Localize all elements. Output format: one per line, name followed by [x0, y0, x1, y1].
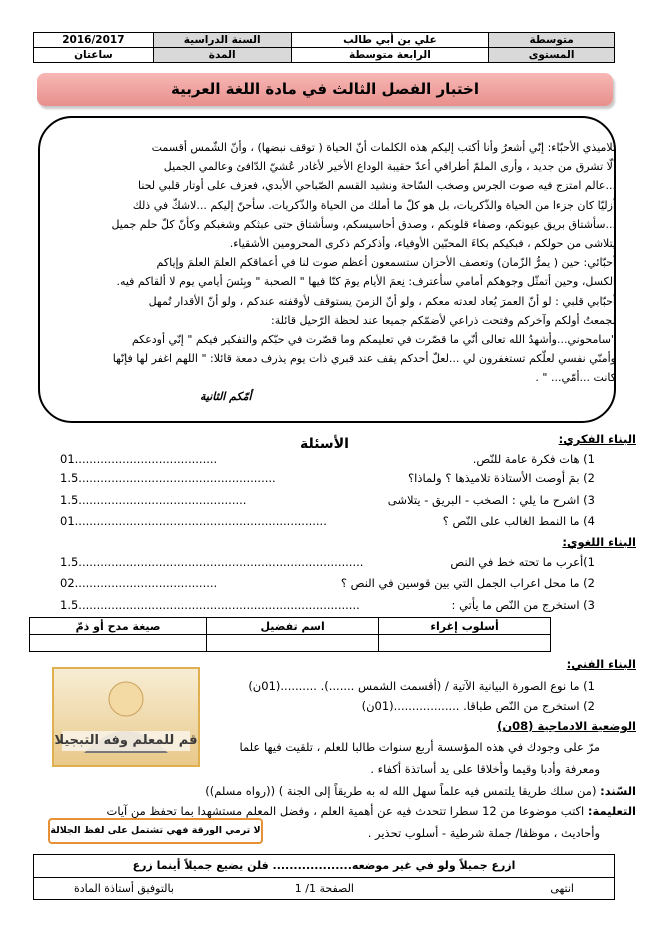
- mark-linguistic-3: 1.5.............................................................................: [60, 598, 360, 612]
- text-line: كانت ...أمّي... " .: [535, 371, 616, 385]
- style-table: [29, 617, 551, 652]
- year-label: السنة الدراسية: [153, 33, 291, 48]
- text-line: يتلاشى من حولكم ، فبكيكم بكاءَ المحبّين الأوفياء، وأذكركم ذكرى المحرومين الأشقياء.: [229, 237, 616, 250]
- question-linguistic-1: 1)أعرب ما تحته خط في النص: [450, 555, 595, 569]
- text-line: وأمنّي نفسي لعلّكم تستغفرون لي ...لعلّ أحدكم يقف عند قبري ذات يوم يذرف دمعة قائلا: " اللهم اغفر لها فإنّها: [112, 352, 616, 366]
- text-line: ألّا تشرق من جديد ، وأرى الملمّ أطرافي أعدّ حقيبة الوداع الأخير لأغادر عُشيّ الدّافئ وعالمي الجميل: [163, 160, 616, 174]
- artistic-heading: البناء الفني:: [566, 657, 636, 671]
- text-line: تلاميذي الأحبّاء: إنّي أشعرُ وأنا أكتب إليكم هذه الكلمات أنّ الحياة ( توقف نبضها) ، وأنّ الشّمس أقسمت: [151, 141, 616, 154]
- style-header-ighraa: أسلوب إغراء: [379, 618, 551, 635]
- text-line: ...عالم امتزج فيه صوت الجرس وصخب السّاحة ونشيد القسم الصّباحي الأبدي، فعزف على أوتار قلبي لحنا: [138, 179, 616, 193]
- question-artistic-2: 2) استخرج من النّص طباقا. ..................(01ن): [361, 699, 595, 713]
- intellectual-heading: البناء الفكري:: [558, 432, 636, 446]
- mark-intellectual-2: 1.5......................................................: [60, 471, 276, 485]
- integration-line-2: ومعرفة وأدبا وقيما وأخلاقا على يد أساتذة أكفاء .: [370, 762, 600, 776]
- text-line: لجمعتُ أولكم وآخركم وفتحت ذراعي لأضمّكم جميعا عند لحظة الرّحيل قائلة:: [271, 313, 616, 327]
- text-line: أحبّائي: حين ( يمرُّ الزّمان) وتعصف الأحزان ستسمعون أعظم صوت لنا في أعماقكم العلمَ العلمَ وإياكم: [156, 256, 616, 270]
- integration-heading: الوضعية الادماجية (08ن): [497, 719, 636, 733]
- footer-box: [33, 854, 615, 900]
- exam-title: اختبار الفصل الثالث في مادة اللغة العربية: [37, 73, 613, 106]
- question-artistic-1: 1) ما نوع الصورة البيانية الآتية / (أقسمت الشمس .......). ..........(01ن): [248, 679, 595, 693]
- style-header-madh: صيغة مدح أو ذمّ: [30, 618, 207, 635]
- teacher-image: [52, 667, 200, 767]
- mark-intellectual-3: 1.5..............................................: [60, 493, 247, 507]
- duration-value: ساعتان: [34, 48, 154, 63]
- integration-support: السّند: (من سلك طريقا يلتمس فيه علماً سهل الله له به طريقاً إلى الجنة ) ((رواه مسلم)): [205, 784, 636, 798]
- text-line: الكسل، وحين أتمثّل وجوهكم أمامي سأعترف: نِعمَ الأيام يومَ كنّا فيها " الصحبة " وبِئسَ أيامي يوم لا ألقاكم فيه.: [116, 275, 616, 289]
- linguistic-heading: البناء اللغوي:: [562, 535, 636, 549]
- school-year: 2016/2017: [34, 33, 154, 48]
- mark-linguistic-1: 1.5..............................................................................: [60, 555, 364, 569]
- text-line: أحبّابي قلبي : لو أنّ العمرَ يُعاد لعدته معكم ، ولو أنّ الزمنَ يستوقف لأوقفته عندكم ، ولو أنّ الأقدار تُمهل: [148, 294, 616, 308]
- duration-label: المدة: [153, 48, 291, 63]
- footer-end: انتهى: [550, 882, 574, 895]
- style-cell-madh[interactable]: [30, 635, 207, 652]
- style-cell-ighraa[interactable]: [379, 635, 551, 652]
- question-intellectual-3: 3) اشرح ما يلي : الصخب - البريق - يتلاشى: [387, 493, 595, 507]
- text-source: أمّكم الثانية: [200, 390, 252, 403]
- mark-intellectual-4: 01.....................................................................: [60, 514, 327, 528]
- style-cell-tafdil[interactable]: [207, 635, 379, 652]
- integration-instruction-2: وأحاديث ، موظفا/ جملة شرطية - أسلوب تحذير .: [367, 826, 600, 840]
- question-intellectual-4: 4) ما النمط الغالب على النّص ؟: [442, 514, 595, 528]
- header-table: [33, 32, 615, 63]
- footer-proverb: ازرع جميلاً ولو في غير موضعه................... فلن يضيع جميلاً أينما زرع: [132, 859, 516, 872]
- integration-line-1: مرّ على وجودك في هذه المؤسسة أربع سنوات طالبا للعلم ، تلقيت فيها علما: [239, 740, 600, 754]
- text-line: ...سأشتاق بريق عيونكم، وصفاء قلوبكم ، وصدق أحاسيسكم، وسأشتاق حتى عبثكم وشغبكم وكأنّ كلّ حلم جميل: [111, 217, 616, 231]
- question-intellectual-2: 2) بمَ أوصت الأستاذة تلاميذها ؟ ولماذا؟: [408, 471, 595, 485]
- text-line: أزليّا كان جزءا من الحياة والذّكريات، بل هو كلّ ما أملك من الحياة والذّكريات. سأحنّ إليكم ...لاشكّ في ذلك: [132, 198, 616, 212]
- questions-title: الأسئلة: [300, 436, 349, 452]
- level-label: متوسطة: [489, 33, 615, 48]
- question-linguistic-2: 2) ما محل اعراب الجمل التي بين قوسين في النص ؟: [340, 576, 595, 590]
- image-caption: قم للمعلم وفه التبجيلا: [54, 733, 198, 748]
- question-linguistic-3: 3) استخرج من النّص ما يأتي :: [451, 598, 595, 612]
- question-intellectual-1: 1) هات فكرة عامة للنّص.: [472, 452, 595, 466]
- mark-intellectual-1: 01.......................................: [60, 452, 218, 466]
- text-line: "سامحوني...وأشهدُ الله تعالى أنّي ما قصّرت في تعليمكم وما قصّرت في حبّكم والتفكير فيكم " إنّي أودعكم: [131, 333, 616, 346]
- footer-page: الصفحة 1/ 1: [294, 882, 354, 895]
- school-name: علي بن أبي طالب: [291, 33, 489, 48]
- teacher-illustration-icon: [54, 669, 198, 765]
- warning-note: لا ترمي الورقة فهي تشتمل على لفظ الجلالة: [48, 818, 263, 844]
- mark-linguistic-2: 02.......................................: [60, 576, 218, 590]
- integration-instruction: التعليمة: اكتب موضوعا من 12 سطرا تتحدث فيه عن أهمية العلم ، وفضل المعلم مستشهدا بما تحفظ من آيات: [106, 804, 636, 818]
- footer-wish: بالتوفيق أستاذة المادة: [74, 882, 174, 895]
- grade-label: المستوى: [489, 48, 615, 63]
- style-header-tafdil: اسم تفضيل: [207, 618, 379, 635]
- grade-value: الرابعة متوسطة: [291, 48, 489, 63]
